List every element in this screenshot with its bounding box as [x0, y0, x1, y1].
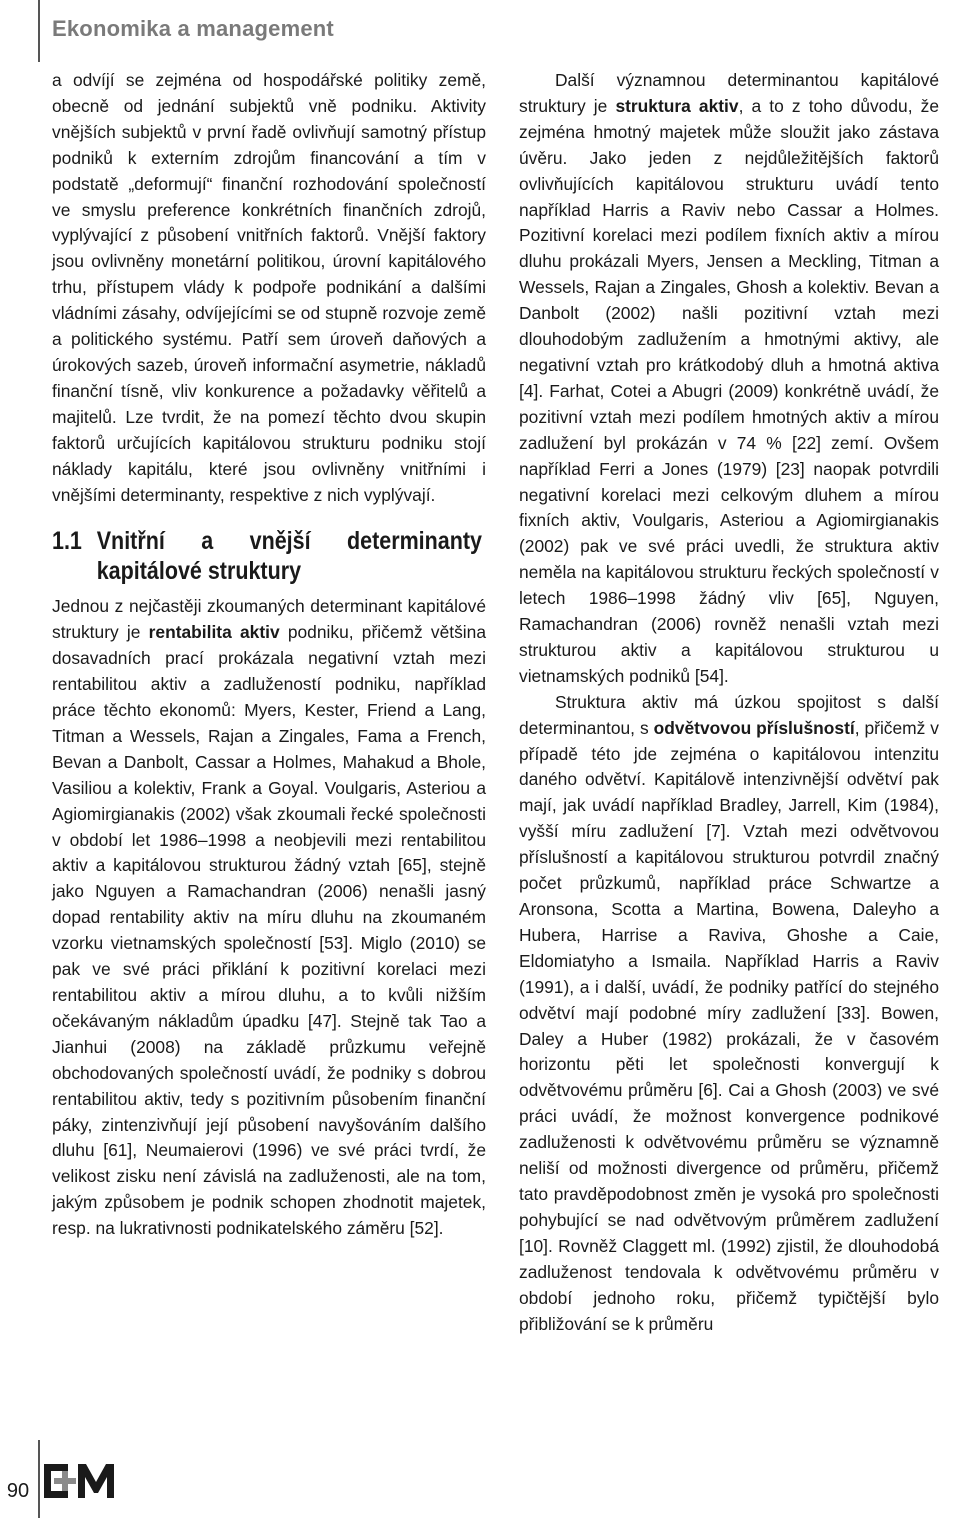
footer-rule — [38, 1440, 40, 1518]
right-p2-text-end: , přičemž v případě této jde zejména o kapitálovou intenzitu daného odvětví. Kapitálově intenzivnější odvětví pak mají, jak uvádí například Bradley, Jarrell, Kim (1984), vyšší míru zadlužení [7]. Vztah mezi odvětvovou příslušností a kapitálovou strukturou potvrdil značný počet průzkumů, například práce Schwartze a Aronsona, Scotta a Martina, Bowena, Daleyho a Hubera, Harrise a Raviva, Ghoshe a Caie, Eldomiatyho a Ismaila. Například Harris a Raviv (1991), a i další, uvádí, že podniky patřící do stejného odvětví mají podobné míry zadlužení [33]. Bowen, Daley a Huber (1982) prokázali, že v časovém horizontu pěti let společnosti konvergují k odvětvovému průměru [6]. Cai a Ghosh (2003) ve své práci uvádí, že možnost konvergence podnikové zadluženosti k odvětvovému průměru se významně neliší od možnosti divergence od průměru, přičemž tato pravděpodobnost změn je vysoká pro společnosti pohybující se nad odvětvovým průměrem zadlužení [10]. Rovněž Claggett ml. (1992) zjistil, že dlouhodobá zadluženost tendovala k odvětvovému průměru v období jednoho roku, přičemž typičtější bylo přibližování se k průměru — [519, 717, 939, 1334]
right-paragraph-2 — [519, 690, 939, 1338]
right-p2-text-start: Struktura aktiv má úzkou spojitost s další determinantou, s — [519, 691, 939, 738]
right-p2-bold-term: odvětvovou příslušností — [653, 717, 855, 738]
em-logo — [44, 1462, 124, 1500]
page-number: 90 — [6, 1480, 30, 1502]
right-paragraph-1 — [519, 68, 939, 690]
right-p1-text-start: Další významnou determinantou kapitálové struktury je — [519, 70, 939, 116]
left-p2-text-start: Jednou z nejčastěji zkoumaných determinant kapitálové struktury je — [52, 596, 486, 643]
left-paragraph-1: a odvíjí se zejména od hospodářské politiky země, obecně od jednání subjektů vně podniku. Aktivity vnějších subjektů v první řadě ovlivňují samotný přístup podniků k externím zdrojům financování a tím v podstatě „deformují“ finanční rozhodování společností ve smyslu preference konkrétních finančních zdrojů, vyplývající z působení vnitřních faktorů. Vnější faktory jsou ovlivněny monetární politikou, úrovní kapitálového trhu, přístupem vlády k podpoře podnikání a dalšími vládními zásahy, odvíjejícími se od stupně rozvoje země a politického systému. Patří sem úroveň daňových a úrokových sazeb, úroveň informační asymetrie, nákladů finanční tísně, vliv konkurence a požadavky věřitelů a majitelů. Lze tvrdit, že na pomezí těchto dvou skupin faktorů určujících kapitálovou strukturu podniku stojí náklady kapitálu, které jsou ovlivněny vnitřními i vnějšími determinanty, respektive z nich vyplývají. — [52, 70, 486, 505]
left-column — [52, 68, 486, 1242]
left-p2-text-end: podniku, přičemž většina dosavadních prací prokázala negativní vztah mezi rentabilitou aktiv a zadlužeností podniku, například práce těchto ekonomů: Myers, Kester, Friend a Lang, Titman a Wessels, Rajan a Zingales, Fama a French, Bevan a Danbolt, Cassar a Holmes, Mahakud a Bhole, Vasiliou a kolektiv, Frank a Goyal. Voulgaris, Asteriou a Agiomirgianakis (2002) však zkoumali řecké společnosti v období let 1986–1998 a neobjevili mezi rentabilitou aktiv a kapitálovou strukturou žádný vztah [65], stejně jako Nguyen a Ramachandran (2006) nenašli jasný dopad rentability aktiv na míru dluhu na zkoumaném vzorku vietnamských společností [53]. Miglo (2010) se pak ve své práci přiklání k pozitivní korelaci mezi rentabilitou aktiv a mírou dluhu, a to kvůli nižším očekávaným nákladům úpadku [47]. Stejně tak Tao a Jianhui (2008) na základě průzkumu veřejně obchodovaných společností uvádí, že podniky s dobrou rentabilitou aktiv, tedy s pozitivním působením finanční páky, zintenzivňují její působení navyšováním dalšího dluhu [61], Neumaierovi (1996) ve své práci tvrdí, že velikost zisku není závislá na zadluženosti, ale na tom, jakým způsobem je podnik schopen zhodnotit majetek, resp. na lukrativnosti podnikatelského záměru [52]. — [52, 622, 487, 1239]
right-p1-text-end: , a to z toho důvodu, že zejména hmotný majetek může sloužit jako zástava úvěru. Jako jeden z nejdůležitějších faktorů ovlivňujících kapitálovou strukturu uvádí tento například Harris a Raviv nebo Cassar a Holmes. Pozitivní korelaci mezi podílem fixních aktiv a mírou dluhu prokázali Myers, Jensen a Meckling, Titman a Wessels, Rajan a Zingales, Ghosh a kolektiv. Bevan a Danbolt (2002) našli pozitivní vztah mezi dlouhodobým zadlužením a hmotnými aktivy, ale negativní vztah pro krátkodobý dluh a hmotná aktiva [4]. Farhat, Cotei a Abugri (2009) konkrétně uvádí, že pozitivní vztah mezi podílem hmotných aktiv a mírou zadlužení byl prokázán v 74 % [22] zemí. Ovšem například Ferri a Jones (1979) [23] naopak potvrdili negativní korelaci mezi celkovým dluhem a mírou fixních aktiv, Voulgaris, Asteriou a Agiomirgianakis (2002) pak ve své práci uvedli, že struktura aktiv neměla na kapitálovou strukturu řeckých společností v letech 1986–1998 žádný vliv [65], Nguyen, Ramachandran (2006) rovněž nenašli vztah mezi strukturou aktiv a kapitálovou strukturou u vietnamských podniků [54]. — [519, 95, 940, 686]
section-heading — [52, 526, 482, 586]
right-column — [519, 68, 939, 1337]
left-p2-bold-term: rentabilita aktiv — [148, 622, 280, 643]
header-rule — [38, 0, 40, 62]
right-p1-bold-term: struktura aktiv — [615, 95, 739, 116]
section-number: 1.1 — [52, 527, 82, 556]
running-title: Ekonomika a management — [52, 16, 334, 41]
section-title: Vnitřní a vnější determinanty kapitálové struktury — [96, 527, 482, 586]
left-paragraph-2 — [52, 594, 486, 1242]
